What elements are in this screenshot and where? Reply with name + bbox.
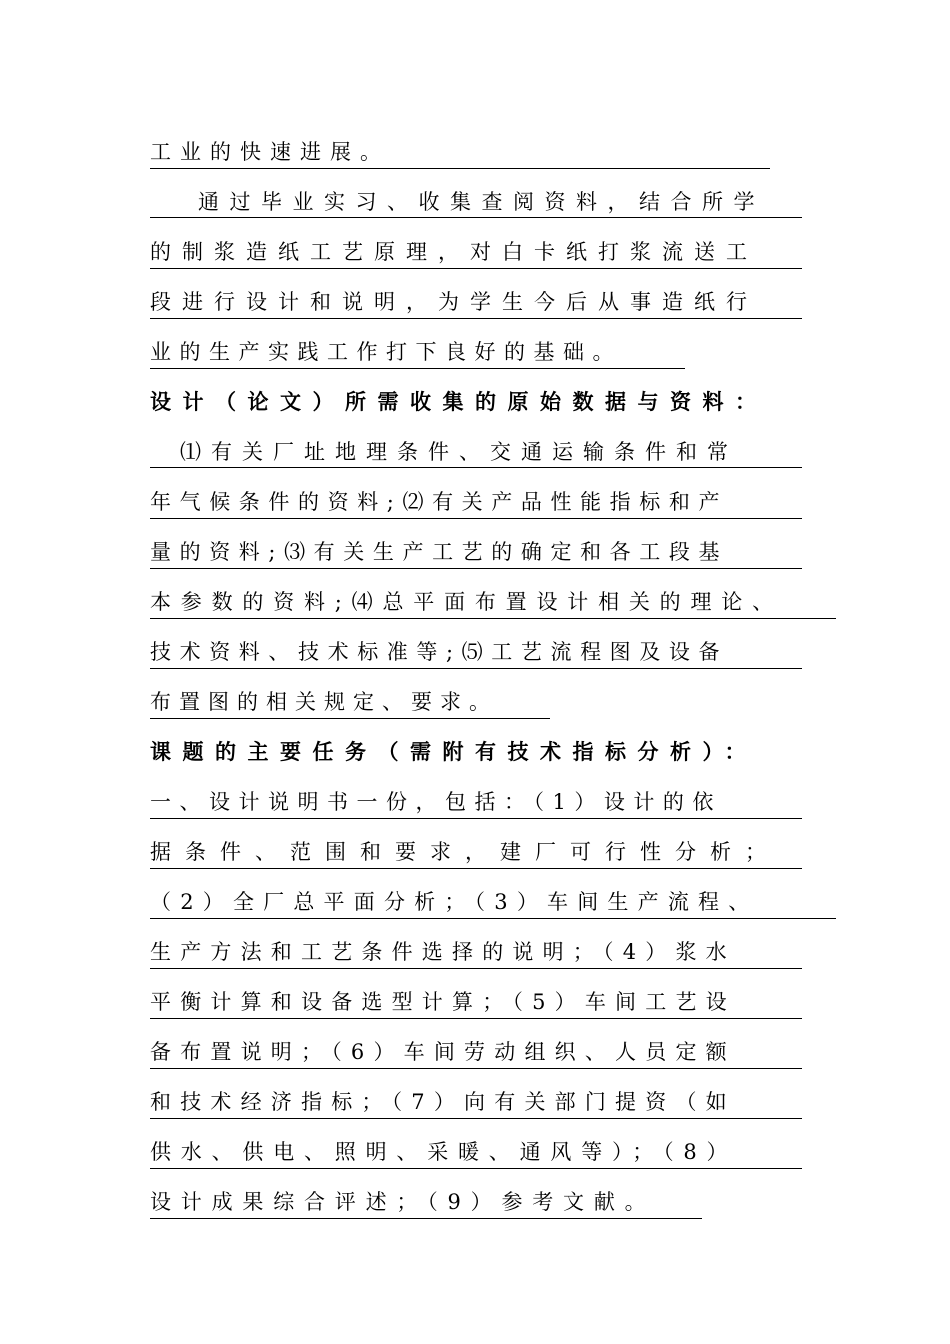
text-line-2: 通过毕业实习、收集查阅资料，结合所学 (150, 186, 802, 218)
text-line-21: 供水、供电、照明、采暖、通风等）；（8） (150, 1136, 802, 1169)
text-line-18: 平衡计算和设备选型计算；（5）车间工艺设 (150, 986, 802, 1019)
text-line-17: 生产方法和工艺条件选择的说明；（4）浆水 (150, 936, 802, 969)
text-line-10: 本参数的资料;⑷总平面布置设计相关的理论、 (150, 586, 836, 619)
text-line-12: 布置图的相关规定、要求。 (150, 686, 550, 719)
text-line-7: ⑴有关厂址地理条件、交通运输条件和常 (150, 436, 802, 468)
text-line-19: 备布置说明；（6）车间劳动组织、人员定额 (150, 1036, 802, 1069)
text-line-14: 一、设计说明书一份，包括：（1）设计的依 (150, 786, 802, 819)
text-line-4: 段进行设计和说明，为学生今后从事造纸行 (150, 286, 802, 319)
text-line-5: 业的生产实践工作打下良好的基础。 (150, 336, 685, 369)
text-line-1: 工业的快速进展。 (150, 136, 770, 169)
section-heading-raw-data: 设计（论文）所需收集的原始数据与资料： (150, 389, 768, 414)
section-heading-main-tasks: 课题的主要任务（需附有技术指标分析）： (150, 739, 757, 764)
text-line-16: （2）全厂总平面分析；（3）车间生产流程、 (150, 886, 836, 919)
text-line-15: 据条件、范围和要求，建厂可行性分析； (150, 836, 802, 869)
text-line-22: 设计成果综合评述；（9）参考文献。 (150, 1186, 702, 1219)
text-line-20: 和技术经济指标；（7）向有关部门提资（如 (150, 1086, 802, 1119)
text-line-9: 量的资料;⑶有关生产工艺的确定和各工段基 (150, 536, 802, 569)
text-line-8: 年气候条件的资料;⑵有关产品性能指标和产 (150, 486, 802, 519)
text-line-11: 技术资料、技术标准等;⑸工艺流程图及设备 (150, 636, 802, 669)
text-line-3: 的制浆造纸工艺原理，对白卡纸打浆流送工 (150, 236, 802, 269)
